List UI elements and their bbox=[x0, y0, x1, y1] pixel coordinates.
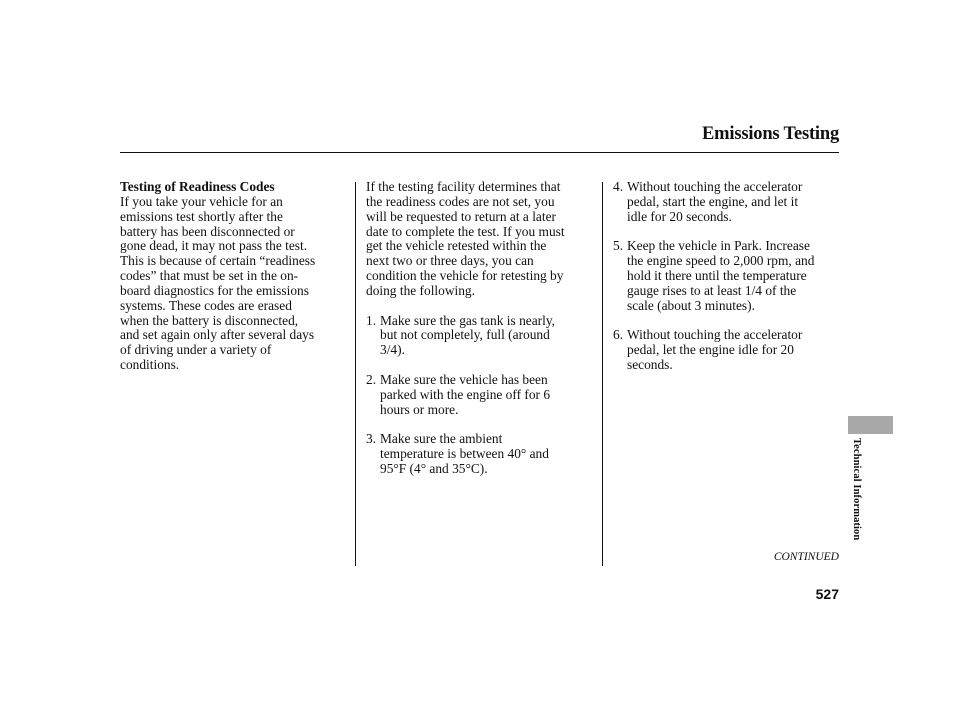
step-line: 3/4). bbox=[380, 342, 405, 358]
section-heading: Testing of Readiness Codes bbox=[120, 179, 275, 194]
step-line: parked with the engine off for 6 bbox=[380, 386, 551, 402]
intro-line: date to complete the test. If you must bbox=[366, 223, 565, 239]
step-3 bbox=[366, 432, 598, 477]
body-line: gone dead, it may not pass the test. bbox=[120, 238, 308, 254]
body-line: This is because of certain “readiness bbox=[120, 253, 316, 269]
column-2 bbox=[366, 180, 598, 477]
step-line: Without touching the accelerator bbox=[627, 179, 803, 194]
intro-line: next two or three days, you can bbox=[366, 253, 534, 269]
column-divider-1 bbox=[355, 182, 356, 566]
step-line: hold it there until the temperature bbox=[627, 268, 807, 284]
column-1 bbox=[120, 180, 350, 373]
intro-line: the readiness codes are not set, you bbox=[366, 193, 555, 209]
body-line: emissions test shortly after the bbox=[120, 208, 283, 224]
body-line: when the battery is disconnected, bbox=[120, 312, 299, 328]
step-line: Make sure the ambient bbox=[380, 431, 503, 447]
column-3 bbox=[613, 180, 841, 373]
step-line: Without touching the accelerator bbox=[627, 327, 803, 343]
step-line: hours or more. bbox=[380, 401, 459, 417]
intro-line: doing the following. bbox=[366, 282, 475, 298]
title-rule bbox=[120, 152, 839, 153]
step-4 bbox=[613, 180, 841, 225]
body-line: systems. These codes are erased bbox=[120, 297, 292, 313]
section-label: Technical Information bbox=[851, 438, 862, 541]
step-line: Keep the vehicle in Park. Increase bbox=[627, 238, 810, 254]
body-line: of driving under a variety of bbox=[120, 342, 272, 358]
step-5 bbox=[613, 239, 841, 313]
step-line: seconds. bbox=[627, 357, 673, 373]
body-line: codes” that must be set in the on- bbox=[120, 268, 299, 284]
step-1 bbox=[366, 314, 598, 359]
step-line: 95°F (4° and 35°C). bbox=[380, 461, 488, 477]
body-line: conditions. bbox=[120, 357, 180, 373]
step-line: Make sure the gas tank is nearly, bbox=[380, 312, 556, 328]
step-line: pedal, let the engine idle for 20 bbox=[627, 342, 794, 358]
intro-line: condition the vehicle for retesting by bbox=[366, 268, 564, 284]
step-line: temperature is between 40° and bbox=[380, 446, 549, 462]
step-line: Make sure the vehicle has been bbox=[380, 371, 548, 387]
step-line: the engine speed to 2,000 rpm, and bbox=[627, 253, 815, 269]
body-line: board diagnostics for the emissions bbox=[120, 282, 309, 298]
step-line: gauge rises to at least 1/4 of the bbox=[627, 282, 797, 298]
step-2 bbox=[366, 373, 598, 418]
intro-line: If the testing facility determines that bbox=[366, 179, 561, 194]
body-line: battery has been disconnected or bbox=[120, 223, 295, 239]
continued-label: CONTINUED bbox=[773, 551, 839, 563]
step-line: idle for 20 seconds. bbox=[627, 208, 732, 224]
page-title: Emissions Testing bbox=[702, 124, 839, 144]
page-number: 527 bbox=[815, 586, 839, 602]
step-number: 3. bbox=[366, 431, 377, 447]
step-number: 5. bbox=[613, 238, 624, 254]
body-line: and set again only after several days bbox=[120, 327, 315, 343]
step-line: scale (about 3 minutes). bbox=[627, 297, 755, 313]
step-number: 6. bbox=[613, 327, 624, 343]
step-line: pedal, start the engine, and let it bbox=[627, 193, 799, 209]
intro-line: get the vehicle retested within the bbox=[366, 238, 547, 254]
step-number: 2. bbox=[366, 371, 377, 387]
step-6 bbox=[613, 328, 841, 373]
intro-line: will be requested to return at a later bbox=[366, 208, 556, 224]
column-divider-2 bbox=[602, 182, 603, 566]
step-line: but not completely, full (around bbox=[380, 327, 550, 343]
body-line: If you take your vehicle for an bbox=[120, 193, 283, 209]
section-tab bbox=[848, 416, 893, 434]
step-number: 4. bbox=[613, 179, 624, 194]
step-number: 1. bbox=[366, 312, 377, 328]
